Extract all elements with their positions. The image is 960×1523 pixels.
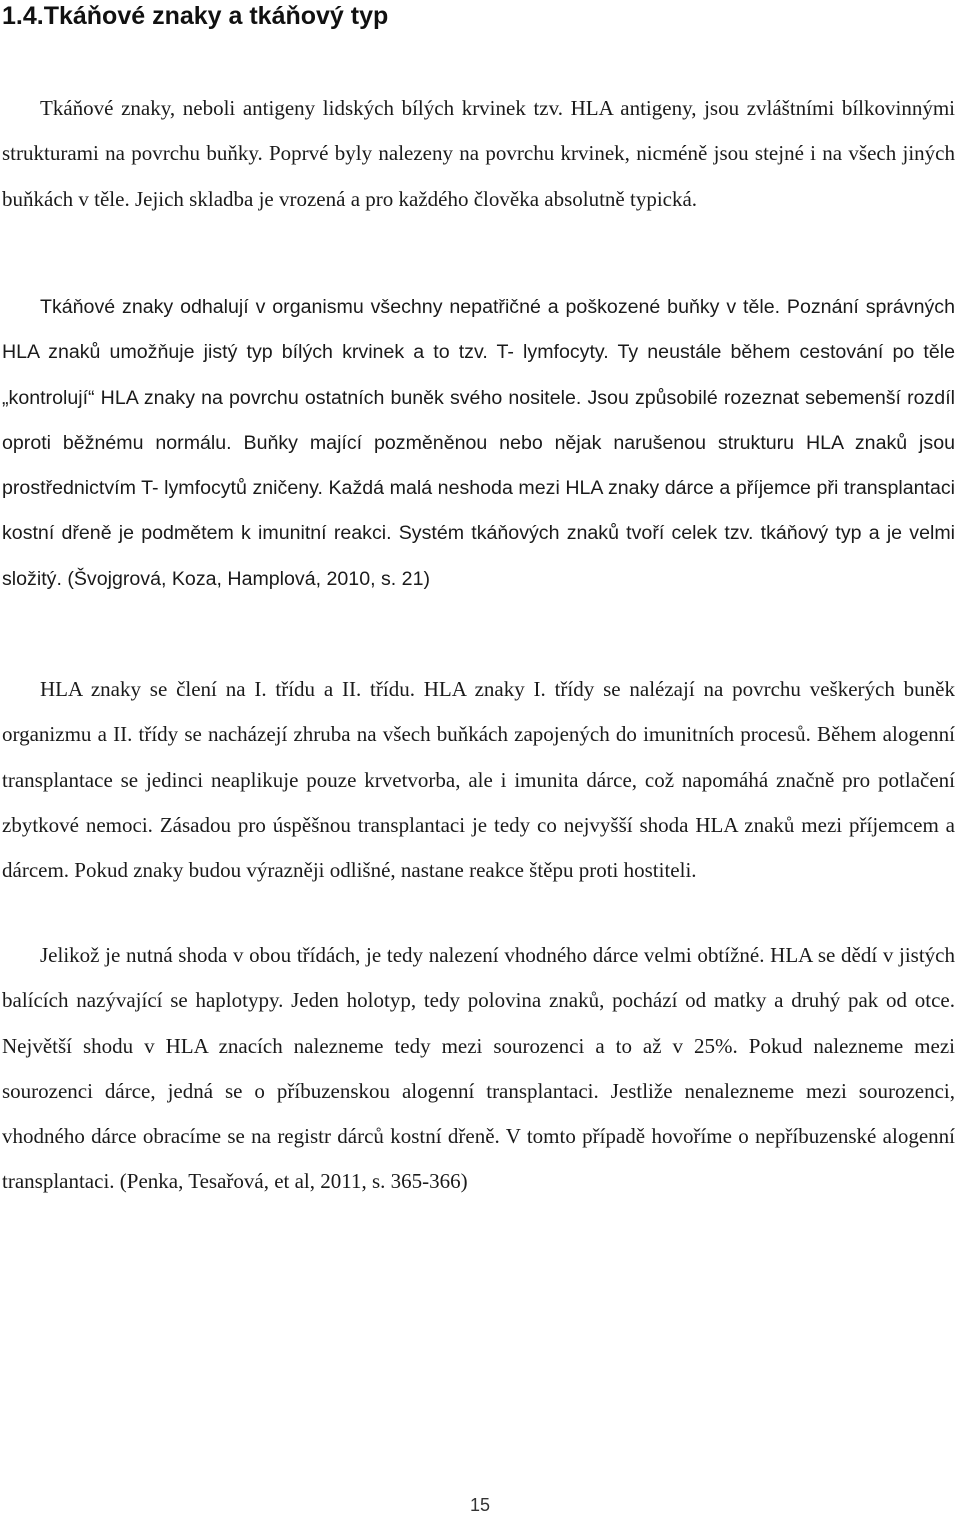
paragraph-donor-search bbox=[2, 933, 955, 1205]
section-heading: 1.4.Tkáňové znaky a tkáňový typ bbox=[2, 2, 389, 30]
page-number: 15 bbox=[469, 1495, 491, 1515]
paragraph-text: HLA znaky se člení na I. třídu a II. třídu. HLA znaky I. třídy se nalézají na povrchu veškerých buněk organizmu a II. třídy se nacházejí zhruba na všech buňkách zapojených do imunitních procesů. Během alogenní transplantace se jedinci neaplikuje pouze krvetvorba, ale i imunita dárce, což napomáhá značně pro potlačení zbytkové nemoci. Zásadou pro úspěšnou transplantaci je tedy co nejvyšší shoda HLA znaků mezi příjemcem a dárcem. Pokud znaky budou výrazněji odlišné, nastane reakce štěpu proti hostiteli. bbox=[2, 677, 955, 883]
paragraph-t-lymphocytes bbox=[2, 285, 955, 602]
paragraph-text: Tkáňové znaky, neboli antigeny lidských bílých krvinek tzv. HLA antigeny, jsou zvláštními bílkovinnými strukturami na povrchu buňky. Poprvé byly nalezeny na povrchu krvinek, nicméně jsou stejné i na všech jiných buňkách v těle. Jejich skladba je vrozená a pro každého člověka absolutně typická. bbox=[2, 96, 955, 211]
paragraph-text: Tkáňové znaky odhalují v organismu všechny nepatřičné a poškozené buňky v těle. Poznání správných HLA znaků umožňuje jistý typ bílých krvinek a to tzv. T- lymfocyty. Ty neustále během cestování po těle „kontrolují“ HLA znaky na povrchu ostatních buněk svého nositele. Jsou způsobilé rozeznat sebemenší rozdíl oproti běžnému normálu. Buňky mající pozměněnou nebo nějak narušenou strukturu HLA znaků jsou prostřednictvím T- lymfocytů zničeny. Každá malá neshoda mezi HLA znaky dárce a příjemce při transplantaci kostní dřeně je podmětem k imunitní reakci. Systém tkáňových znaků tvoří celek tzv. tkáňový typ a je velmi složitý. (Švojgrová, Koza, Hamplová, 2010, s. 21) bbox=[2, 296, 955, 590]
paragraph-hla-antigens bbox=[2, 86, 955, 222]
paragraph-hla-classes bbox=[2, 667, 955, 893]
paragraph-text: Jelikož je nutná shoda v obou třídách, je tedy nalezení vhodného dárce velmi obtížné. HLA se dědí v jistých balících nazývající se haplotypy. Jeden holotyp, tedy polovina znaků, pochází od matky a druhý pak od otce. Největší shodu v HLA znacích nalezneme tedy mezi sourozenci a to až v 25%. Pokud nalezneme mezi sourozenci dárce, jedná se o příbuzenskou alogenní transplantaci. Jestliže nenalezneme mezi sourozenci, vhodného dárce obracíme se na registr dárců kostní dřeně. V tomto případě hovoříme o nepříbuzenské alogenní transplantaci. (Penka, Tesařová, et al, 2011, s. 365-366) bbox=[2, 943, 955, 1194]
